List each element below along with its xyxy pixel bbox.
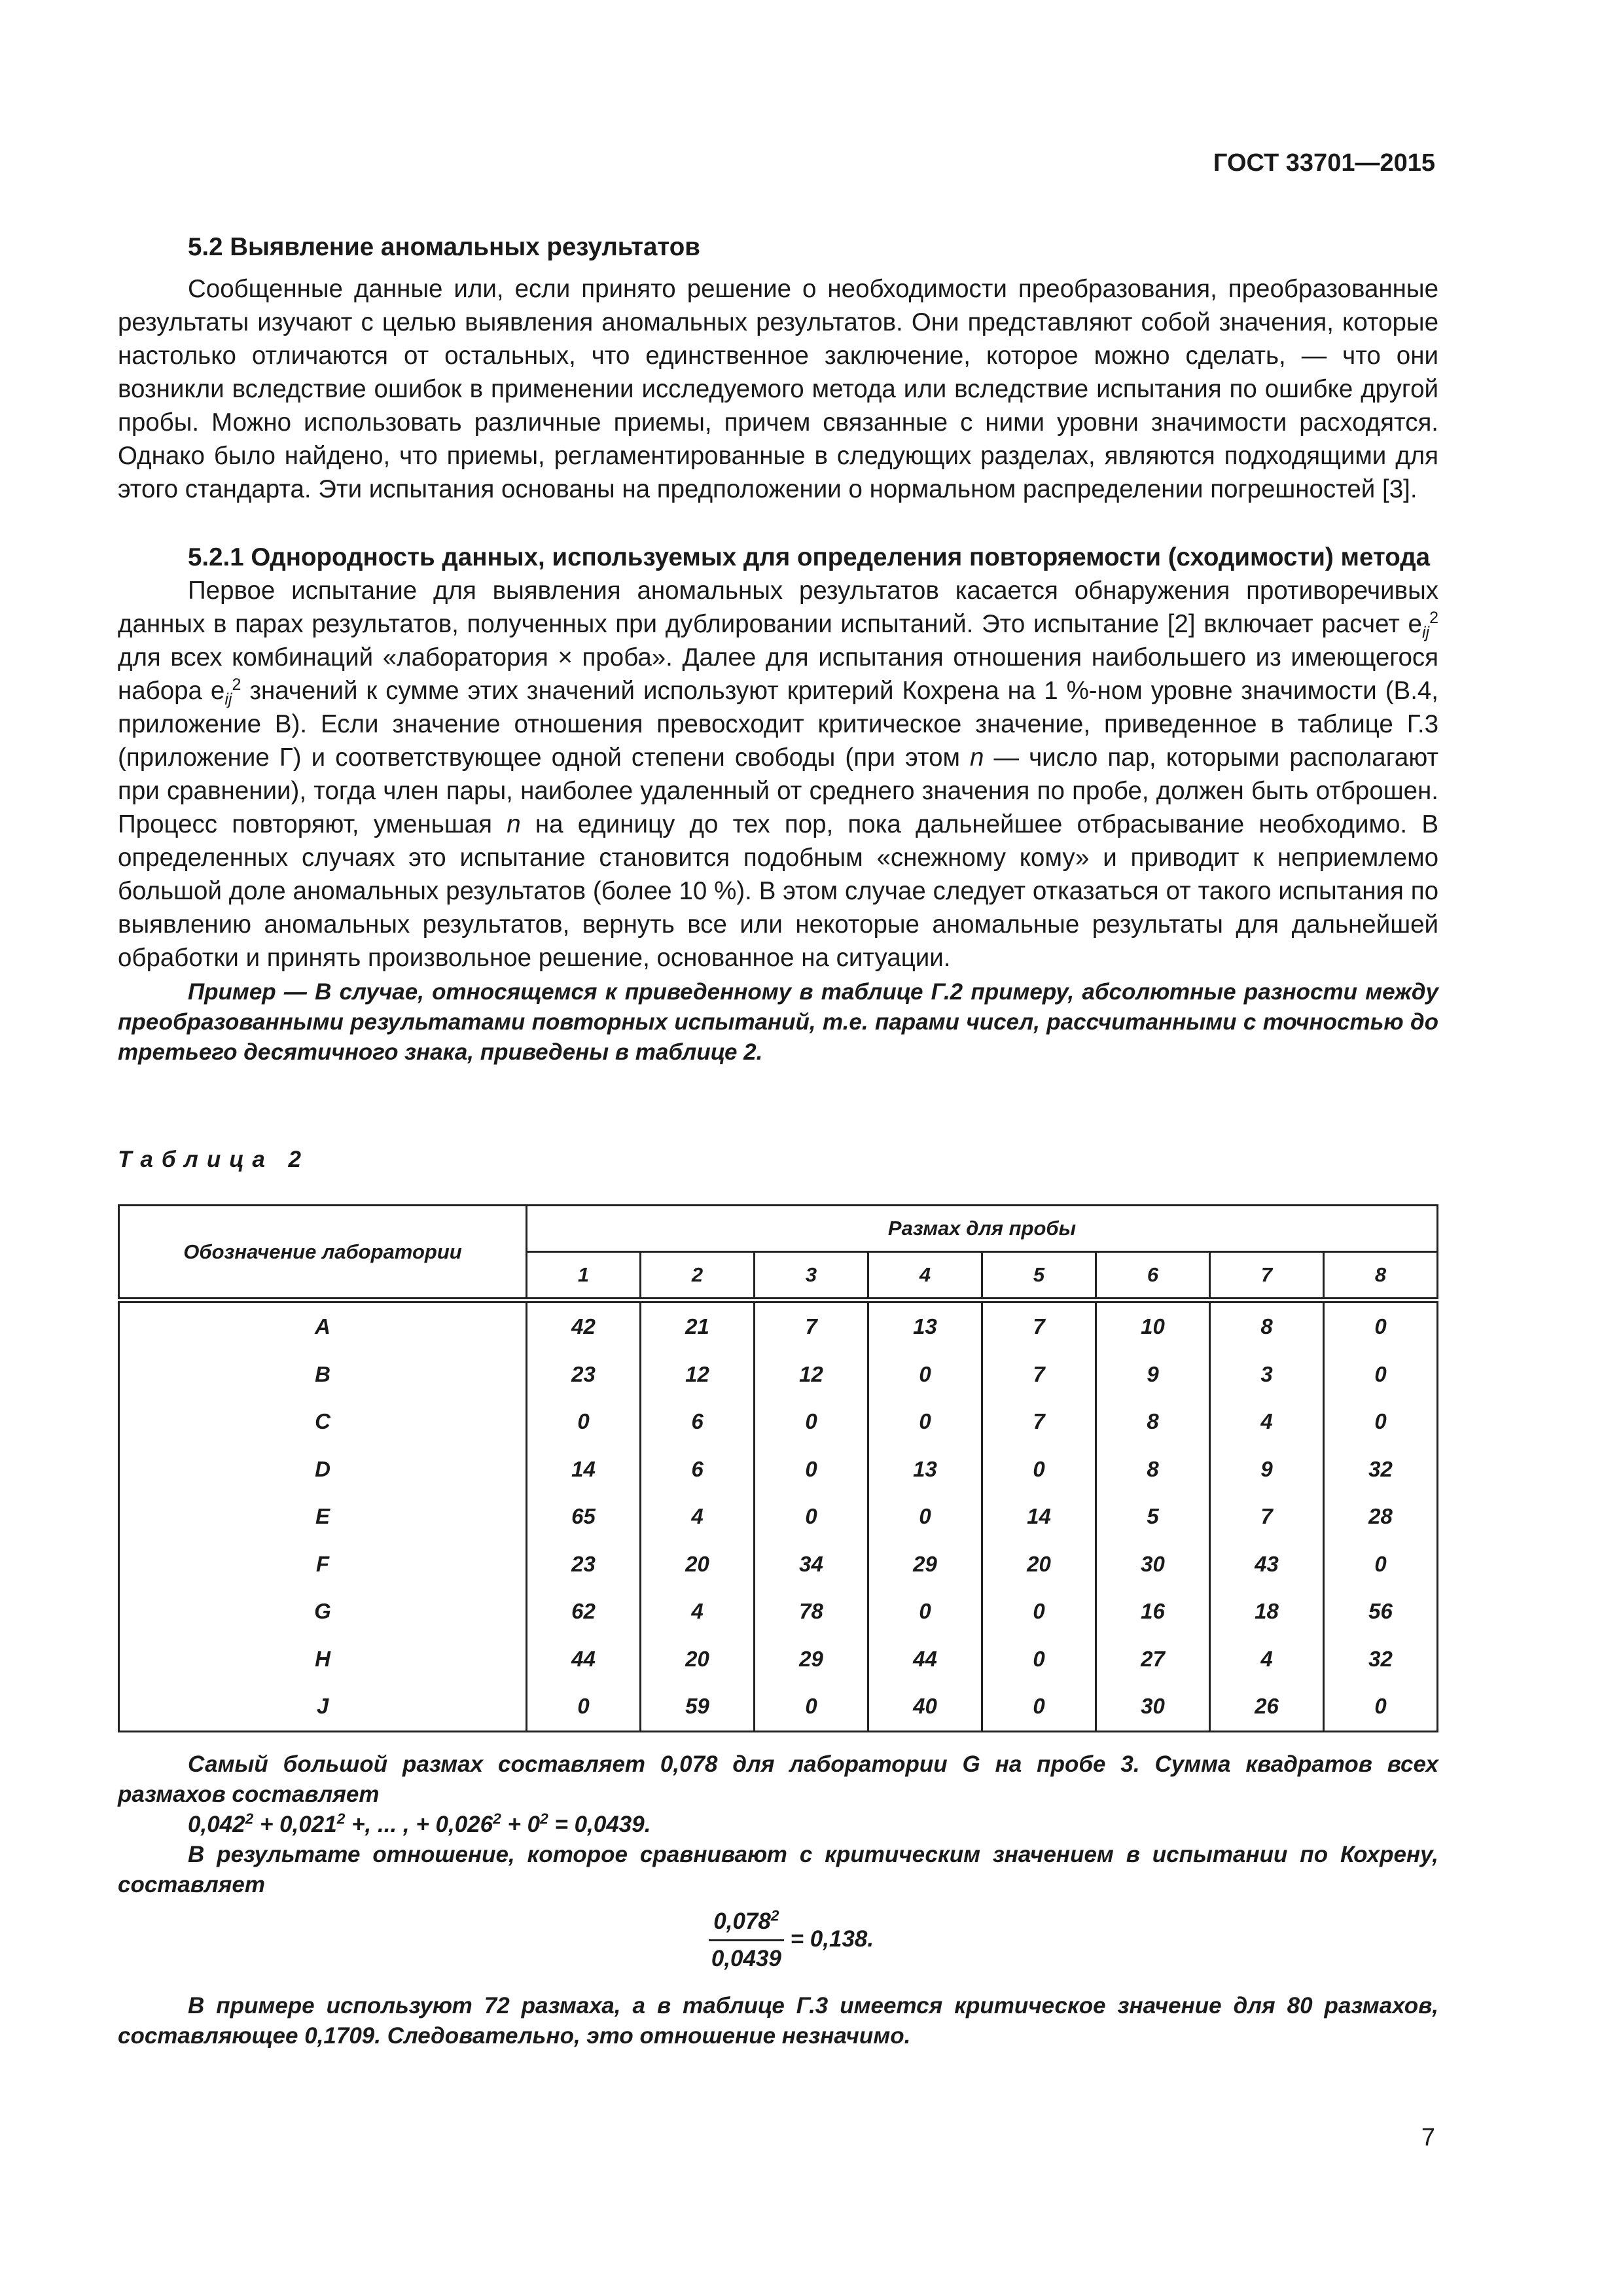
range-table xyxy=(118,1204,1438,1732)
value-cell: 13 xyxy=(868,1446,982,1494)
value-cell: 7 xyxy=(1210,1493,1324,1541)
value-cell: 42 xyxy=(527,1300,641,1351)
value-cell: 21 xyxy=(641,1300,755,1351)
value-cell: 26 xyxy=(1210,1683,1324,1731)
value-cell: 0 xyxy=(755,1398,868,1446)
value-cell: 62 xyxy=(527,1588,641,1636)
after-table-text xyxy=(118,1749,1438,2051)
column-header-8: 8 xyxy=(1324,1252,1438,1300)
value-cell: 32 xyxy=(1324,1636,1438,1683)
value-cell: 14 xyxy=(982,1493,1096,1541)
value-cell: 0 xyxy=(755,1683,868,1731)
lab-cell: C xyxy=(119,1398,527,1446)
table-row xyxy=(119,1398,1438,1446)
lab-cell: D xyxy=(119,1446,527,1494)
value-cell: 5 xyxy=(1096,1493,1210,1541)
value-cell: 0 xyxy=(982,1588,1096,1636)
lab-cell: H xyxy=(119,1636,527,1683)
table-body xyxy=(119,1300,1438,1732)
column-header-5: 5 xyxy=(982,1252,1096,1300)
value-cell: 0 xyxy=(1324,1683,1438,1731)
table-row xyxy=(119,1636,1438,1683)
value-cell: 0 xyxy=(527,1398,641,1446)
value-cell: 32 xyxy=(1324,1446,1438,1494)
table-row xyxy=(119,1446,1438,1494)
value-cell: 44 xyxy=(868,1636,982,1683)
table-2-wrapper xyxy=(118,1204,1438,1732)
lab-cell: A xyxy=(119,1300,527,1351)
page-number: 7 xyxy=(1421,2124,1435,2151)
value-cell: 0 xyxy=(1324,1398,1438,1446)
value-cell: 40 xyxy=(868,1683,982,1731)
table-row xyxy=(119,1300,1438,1351)
column-header-2: 2 xyxy=(641,1252,755,1300)
range-header: Размах для пробы xyxy=(527,1206,1438,1252)
column-header-1: 1 xyxy=(527,1252,641,1300)
value-cell: 4 xyxy=(1210,1636,1324,1683)
section-5-2-1 xyxy=(118,541,1438,1067)
value-cell: 20 xyxy=(982,1541,1096,1588)
value-cell: 30 xyxy=(1096,1683,1210,1731)
value-cell: 20 xyxy=(641,1541,755,1588)
lab-cell: G xyxy=(119,1588,527,1636)
value-cell: 4 xyxy=(641,1493,755,1541)
value-cell: 0 xyxy=(1324,1300,1438,1351)
value-cell: 8 xyxy=(1096,1446,1210,1494)
table-row xyxy=(119,1588,1438,1636)
value-cell: 0 xyxy=(868,1588,982,1636)
largest-range-text: Самый большой размах составляет 0,078 для лаборатории G на пробе 3. Сумма квадратов всех размахов составляет xyxy=(118,1751,1438,1807)
value-cell: 12 xyxy=(641,1351,755,1399)
example-intro: Пример — В случае, относящемся к приведенному в таблице Г.2 примеру, абсолютные разности между преобразованными результатами повторных испытаний, т.е. парами чисел, рассчитанными с точностью до третьего десятичного знака, приведены в таблице 2. xyxy=(118,979,1438,1065)
value-cell: 4 xyxy=(1210,1398,1324,1446)
value-cell: 6 xyxy=(641,1446,755,1494)
value-cell: 0 xyxy=(755,1446,868,1494)
lab-header: Обозначение лаборатории xyxy=(119,1206,527,1300)
value-cell: 9 xyxy=(1210,1446,1324,1494)
ratio-fraction: $\frac{0,078^2}{0,0439}$ xyxy=(709,1907,784,1974)
value-cell: 0 xyxy=(1324,1351,1438,1399)
value-cell: 78 xyxy=(755,1588,868,1636)
value-cell: 8 xyxy=(1096,1398,1210,1446)
value-cell: 28 xyxy=(1324,1493,1438,1541)
value-cell: 27 xyxy=(1096,1636,1210,1683)
value-cell: 20 xyxy=(641,1636,755,1683)
table-2-caption-block xyxy=(118,1147,1438,1173)
table-row xyxy=(119,1351,1438,1399)
lab-cell: J xyxy=(119,1683,527,1731)
value-cell: 0 xyxy=(868,1398,982,1446)
value-cell: 0 xyxy=(868,1493,982,1541)
sum-of-squares-formula: $0,042^2 + 0,021^2$ +, ... , + $0,026^2 + 0^2 = 0,0439$. xyxy=(188,1810,651,1837)
value-cell: 10 xyxy=(1096,1300,1210,1351)
section-5-2-paragraph: Сообщенные данные или, если принято решение о необходимости преобразования, преобразованные результаты изучают с целью выявления аномальных результатов. Они представляют собой значения, которые настолько отличаются от остальных, что единственное заключение, которое можно сделать, — что они возникли вследствие ошибок в применении исследуемого метода или вследствие испытания по ошибке другой пробы. Можно использовать различные приемы, причем связанные с ними уровни значимости расходятся. Однако было найдено, что приемы, регламентированные в следующих разделах, являются подходящими для этого стандарта. Эти испытания основаны на предположении о нормальном распределении погрешностей [3]. xyxy=(118,275,1438,503)
value-cell: 8 xyxy=(1210,1300,1324,1351)
value-cell: 14 xyxy=(527,1446,641,1494)
value-cell: 7 xyxy=(982,1300,1096,1351)
value-cell: 0 xyxy=(982,1636,1096,1683)
value-cell: 0 xyxy=(868,1351,982,1399)
value-cell: 29 xyxy=(755,1636,868,1683)
value-cell: 0 xyxy=(755,1493,868,1541)
lab-cell: F xyxy=(119,1541,527,1588)
value-cell: 12 xyxy=(755,1351,868,1399)
value-cell: 0 xyxy=(1324,1541,1438,1588)
value-cell: 9 xyxy=(1096,1351,1210,1399)
value-cell: 4 xyxy=(641,1588,755,1636)
value-cell: 34 xyxy=(755,1541,868,1588)
lab-cell: E xyxy=(119,1493,527,1541)
ratio-intro-text: В результате отношение, которое сравнивают с критическим значением в испытании по Кохрену, составляет xyxy=(118,1842,1438,1897)
table-row xyxy=(119,1493,1438,1541)
value-cell: 3 xyxy=(1210,1351,1324,1399)
table-row xyxy=(119,1541,1438,1588)
section-title-5-2: 5.2 Выявление аномальных результатов xyxy=(188,233,700,261)
value-cell: 18 xyxy=(1210,1588,1324,1636)
column-header-6: 6 xyxy=(1096,1252,1210,1300)
value-cell: 65 xyxy=(527,1493,641,1541)
value-cell: 6 xyxy=(641,1398,755,1446)
table-row xyxy=(119,1683,1438,1731)
value-cell: 23 xyxy=(527,1541,641,1588)
value-cell: 44 xyxy=(527,1636,641,1683)
value-cell: 7 xyxy=(982,1351,1096,1399)
column-header-3: 3 xyxy=(755,1252,868,1300)
value-cell: 30 xyxy=(1096,1541,1210,1588)
conclusion-text: В примере используют 72 размаха, а в таблице Г.3 имеется критическое значение для 80 размахов, составляющее 0,1709. Следовательно, это отношение незначимо. xyxy=(118,1993,1438,2049)
column-header-4: 4 xyxy=(868,1252,982,1300)
value-cell: 56 xyxy=(1324,1588,1438,1636)
value-cell: 7 xyxy=(755,1300,868,1351)
value-cell: 23 xyxy=(527,1351,641,1399)
value-cell: 0 xyxy=(527,1683,641,1731)
value-cell: 16 xyxy=(1096,1588,1210,1636)
section-title-5-2-1: 5.2.1 Однородность данных, используемых для определения повторяемости (сходимости) метода xyxy=(188,543,1431,571)
value-cell: 43 xyxy=(1210,1541,1324,1588)
document-id-header: ГОСТ 33701—2015 xyxy=(1213,149,1435,177)
value-cell: 0 xyxy=(982,1446,1096,1494)
section-5-2 xyxy=(118,230,1438,506)
value-cell: 59 xyxy=(641,1683,755,1731)
column-header-7: 7 xyxy=(1210,1252,1324,1300)
table-caption: Таблица 2 xyxy=(118,1147,310,1172)
ratio-formula: $\frac{0,078^2}{0,0439}$ = 0,138. xyxy=(118,1907,1438,1974)
value-cell: 7 xyxy=(982,1398,1096,1446)
lab-cell: B xyxy=(119,1351,527,1399)
value-cell: 29 xyxy=(868,1541,982,1588)
value-cell: 13 xyxy=(868,1300,982,1351)
section-5-2-1-paragraph: Первое испытание для выявления аномальных результатов касается обнаружения противоречивых данных в парах результатов, полученных при дублировании испытаний. Это испытание [2] включает расчет $e_{ij}^2$ для всех комбинаций «лаборатория × проба». Далее для испытания отношения наибольшего из имеющегося набора $e_{ij}^2$ значений к сумме этих значений используют критерий Кохрена на 1 %-ном уровне значимости (В.4, приложение В). Если значение отношения превосходит критическое значение, приведенное в таблице Г.3 (приложение Г) и соответствующее одной степени свободы (при этом n — число пар, которыми располагают при сравнении), тогда член пары, наиболее удаленный от среднего значения по пробе, должен быть отброшен. Процесс повторяют, уменьшая n на единицу до тех пор, пока дальнейшее отбрасывание необходимо. В определенных случаях это испытание становится подобным «снежному кому» и приводит к неприемлемо большой доле аномальных результатов (более 10 %). В этом случае следует отказаться от такого испытания по выявлению аномальных результатов, вернуть все или некоторые аномальные результаты для дальнейшей обработки и принять произвольное решение, основанное на ситуации. xyxy=(118,577,1438,972)
value-cell: 0 xyxy=(982,1683,1096,1731)
